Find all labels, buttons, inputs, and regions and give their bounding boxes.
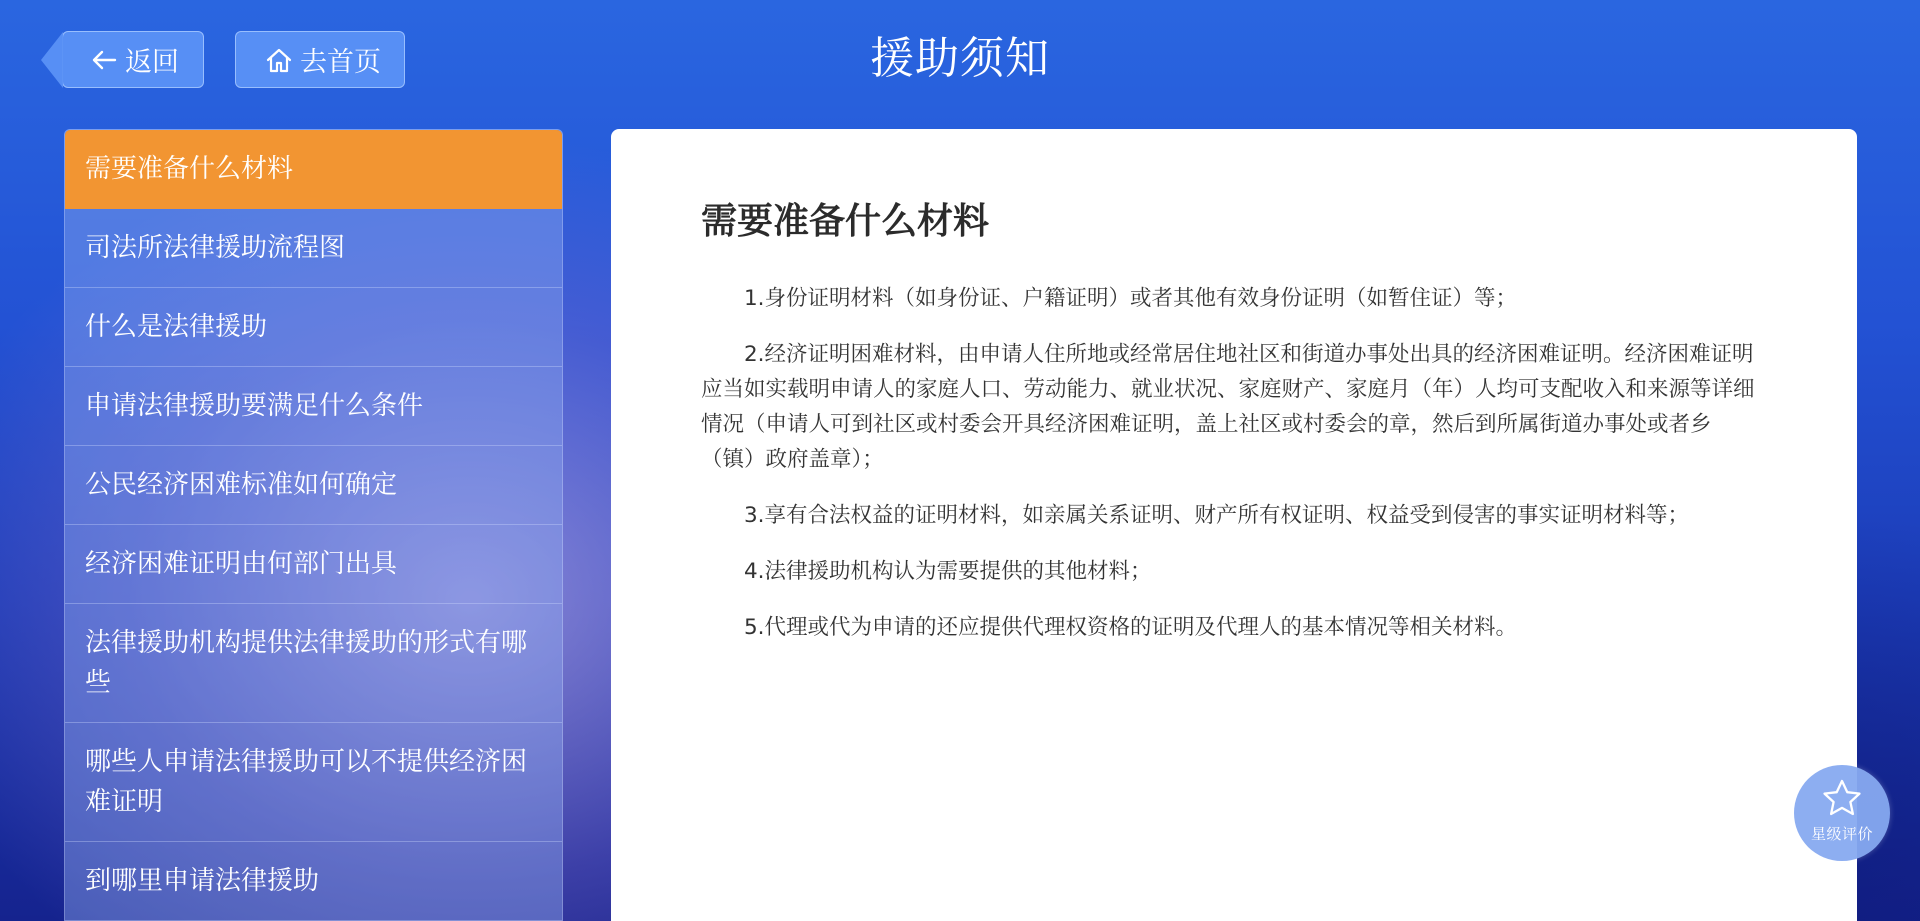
star-rating-label: 星级评价 [1810,824,1873,843]
star-icon [1819,777,1865,821]
sidebar-item-what-is-legal-aid[interactable]: 什么是法律援助 [65,288,562,367]
sidebar-item-exemptions[interactable]: 哪些人申请法律援助可以不提供经济困难证明 [65,723,562,842]
sidebar-item-hardship-standard[interactable]: 公民经济困难标准如何确定 [65,446,562,525]
sidebar-item-where-to-apply[interactable]: 到哪里申请法律援助 [65,842,562,921]
sidebar-item-conditions[interactable]: 申请法律援助要满足什么条件 [65,367,562,446]
content-paragraph-1: 1.身份证明材料（如身份证、户籍证明）或者其他有效身份证明（如暂住证）等； [744,286,1518,311]
sidebar-item-process-chart[interactable]: 司法所法律援助流程图 [65,209,562,288]
content-paragraph-2: 2.经济证明困难材料，由申请人住所地或经常居住地社区和街道办事处出具的经济困难证明。经济困难证明应当如实载明申请人的家庭人口、劳动能力、就业状况、家庭财产、家庭月（年）人均可支配收入和来源等详细情况（申请人可到社区或村委会开具经济困难证明，盖上社区或村委会的章，然后到所属街道办事处或者乡（镇）政府盖章）； [701,342,1755,472]
home-button-label: 去首页 [300,47,381,78]
sidebar-item-aid-forms[interactable]: 法律援助机构提供法律援助的形式有哪些 [65,604,562,723]
page-title: 援助须知 [870,33,1050,84]
content-paragraph-3: 3.享有合法权益的证明材料，如亲属关系证明、财产所有权证明、权益受到侵害的事实证明材料等； [744,503,1690,528]
content-paragraph-5: 5.代理或代为申请的还应提供代理权资格的证明及代理人的基本情况等相关材料。 [744,615,1518,640]
content-panel [611,129,1857,921]
sidebar-item-certificate-issuer[interactable]: 经济困难证明由何部门出具 [65,525,562,604]
sidebar-menu [64,129,563,921]
content-paragraph-4: 4.法律援助机构认为需要提供的其他材料； [744,559,1152,584]
back-button-label: 返回 [125,47,179,78]
sidebar-item-materials[interactable]: 需要准备什么材料 [65,130,562,209]
content-heading: 需要准备什么材料 [701,201,990,242]
star-rating-button[interactable] [1794,765,1890,861]
